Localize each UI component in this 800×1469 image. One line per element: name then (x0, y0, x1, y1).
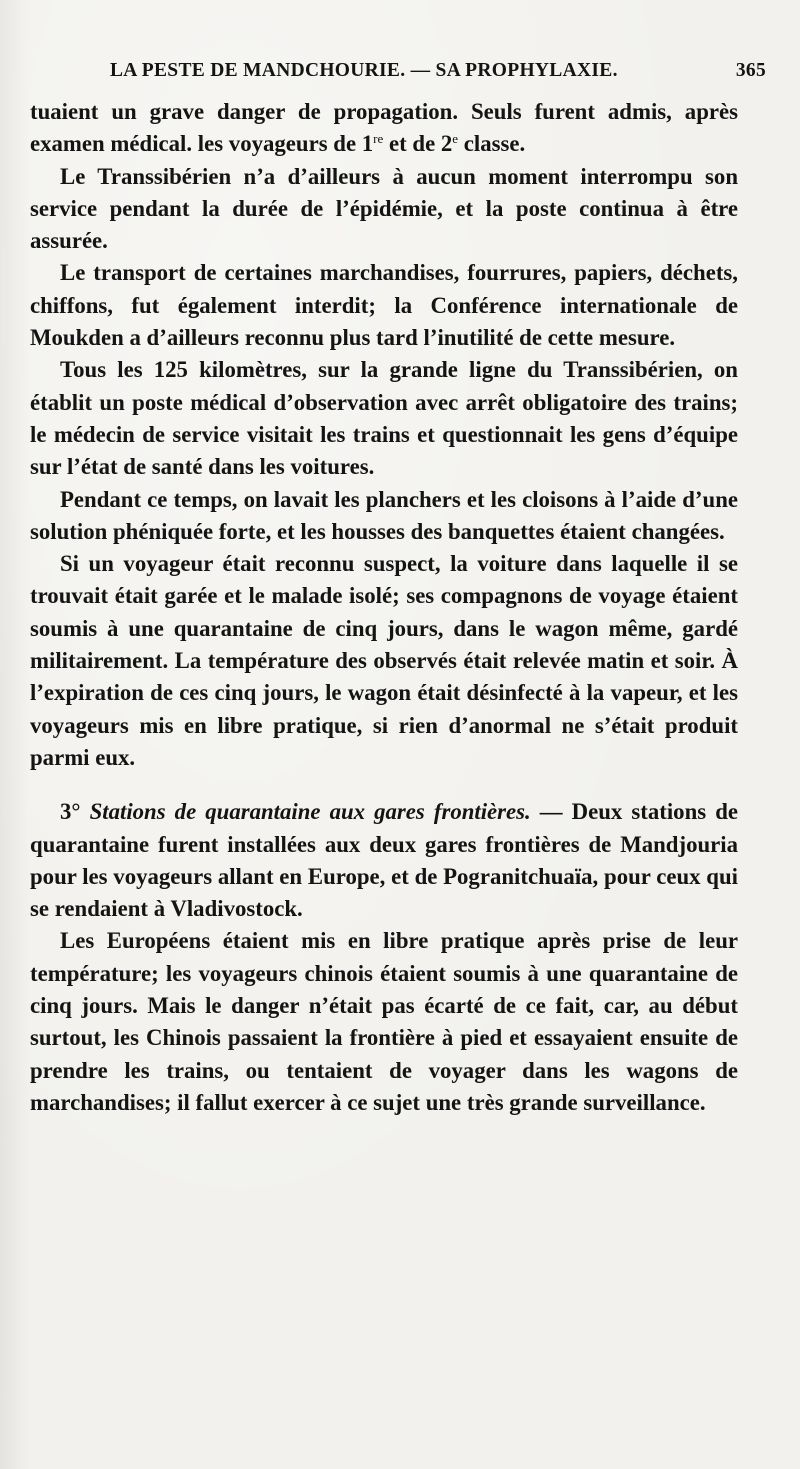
second-class-superscript: e (452, 131, 459, 147)
paragraph-5: Pendant ce temps, on lavait les planchers et les cloisons à l’aide d’une solution phéniquée forte, et les housses des banquettes étaient changées. (30, 486, 738, 544)
paragraph-8: Les Européens étaient mis en libre pratique après prise de leur température; les voyageurs chinois étaient soumis à une quarantaine de cinq jours. Mais le danger n’était pas écarté de ce fait, car, au début surtout, les Chinois passaient la frontière à pied et essayaient ensuite de prendre les trains, ou tentaient de voyager dans les wagons de marchandises; il fallut exercer à ce sujet une très grande surveillance. (30, 928, 738, 1115)
page-number: 365 (735, 60, 766, 81)
paragraph-4: Tous les 125 kilomètres, sur la grande ligne du Transsibérien, on établit un poste médical d’observation avec arrêt obligatoire des trains; le médecin de service visitait les trains et questionnait les gens d’équipe sur l’état de santé dans les voitures. (30, 357, 738, 480)
section-paragraph (30, 796, 738, 925)
running-title: LA PESTE DE MANDCHOURIE. — SA PROPHYLAXIE. (110, 60, 618, 81)
page-body (30, 96, 738, 1119)
paragraph-2: Le Transsibérien n’a d’ailleurs à aucun moment interrompu son service pendant la durée de l’épidémie, et la poste continua à être assurée. (30, 163, 738, 254)
paragraph-1-text-b: et de 2 (383, 131, 453, 157)
section-number: 3° (60, 799, 81, 825)
section-text: — Deux stations de quarantaine furent installées aux deux gares frontières de Mandjouria pour les voyageurs allant en Europe, et de Pogranitchuaïa, pour ceux qui se rendaient à Vladivostock. (30, 799, 738, 922)
first-class-superscript: re (373, 131, 384, 147)
paragraph-6: Si un voyageur était reconnu suspect, la voiture dans laquelle il se trouvait était garée et le malade isolé; ses compagnons de voyage étaient soumis à une quarantaine de cinq jours, dans le wagon même, gardé militairement. La température des observés était relevée matin et soir. À l’expiration de ces cinq jours, le wagon était désinfecté à la vapeur, et les voyageurs mis en libre pratique, si rien d’anormal ne s’était produit parmi eux. (30, 551, 738, 770)
paragraph-1 (30, 96, 738, 161)
paragraph-1-text-c: classe. (458, 131, 526, 157)
paragraph-3: Le transport de certaines marchandises, fourrures, papiers, déchets, chiffons, fut également interdit; la Conférence internationale de Moukden a d’ailleurs reconnu plus tard l’inutilité de cette mesure. (30, 260, 738, 351)
running-header (56, 60, 766, 90)
section-title: Stations de quarantaine aux gares frontières. (89, 799, 531, 825)
paragraph-1-text-a: tuaient un grave danger de propagation. Seuls furent admis, après examen médical. les voyageurs de 1 (30, 99, 738, 157)
